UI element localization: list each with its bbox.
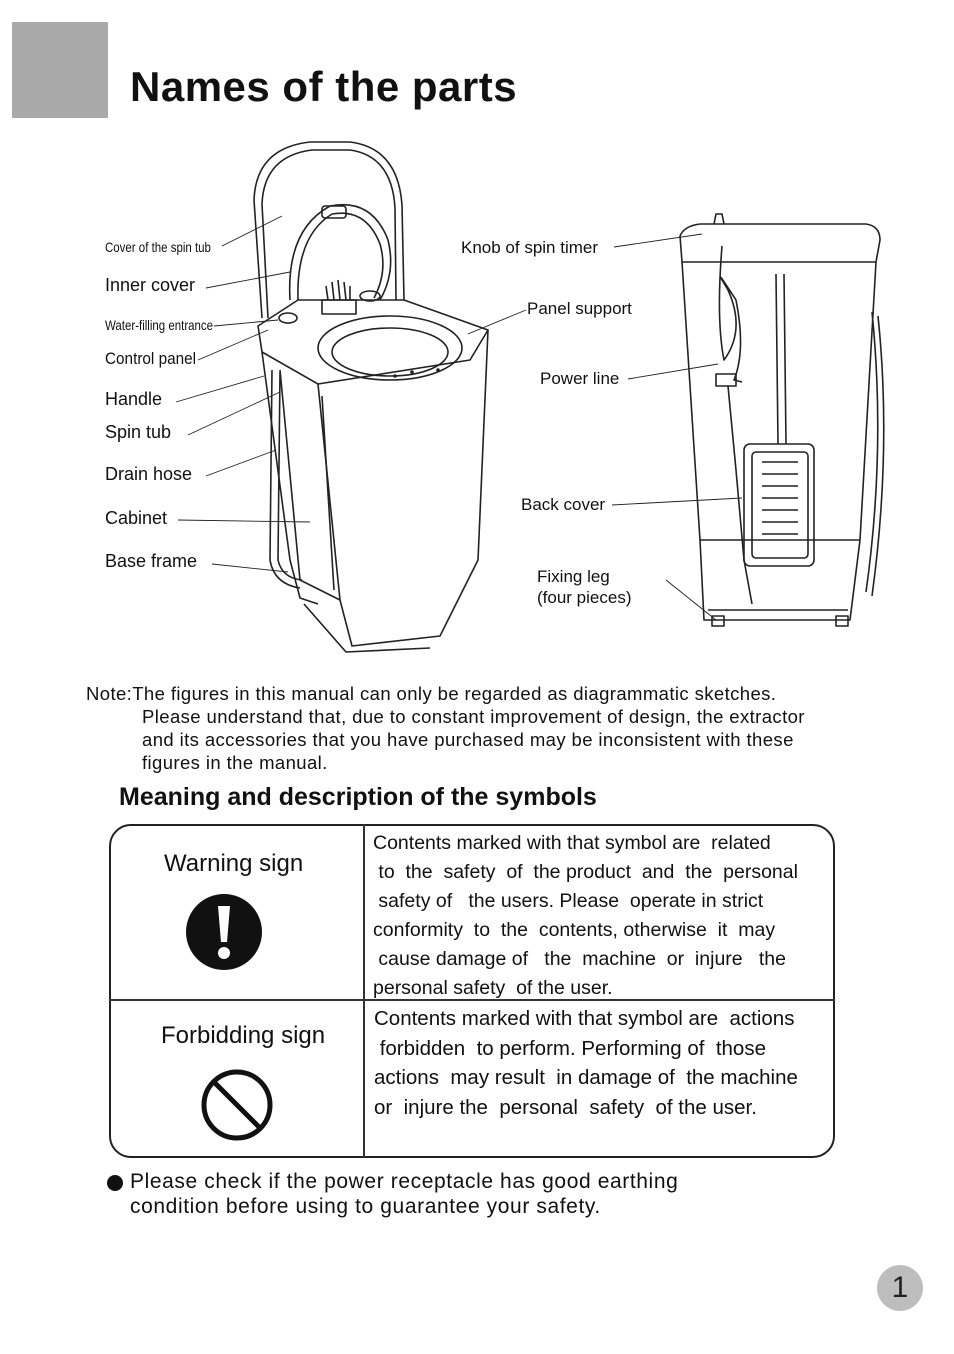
- label-control-panel: Control panel: [105, 349, 197, 368]
- label-cover-of-spin-tub: Cover of the spin tub: [105, 239, 211, 255]
- forbidding-description: [374, 1004, 798, 1122]
- symbols-section-title: Meaning and description of the symbols: [119, 783, 597, 811]
- note-line: and its accessories that you have purchased may be inconsistent with these: [142, 729, 794, 750]
- warning-desc-line: conformity to the contents, otherwise it may: [373, 919, 776, 941]
- label-knob-of-spin-timer: Knob of spin timer: [461, 238, 599, 257]
- label-spin-tub: Spin tub: [105, 422, 172, 442]
- warning-desc-line: personal safety of the user.: [373, 977, 613, 999]
- note-line: figures in the manual.: [142, 752, 328, 773]
- table-column-divider: [363, 824, 365, 1158]
- page-number: 1: [877, 1265, 923, 1311]
- forbidding-prohibition-icon: [200, 1066, 274, 1144]
- warning-description: [373, 829, 798, 1003]
- page-title: Names of the parts: [130, 63, 518, 110]
- warning-exclamation-icon: [184, 892, 264, 972]
- forbidding-desc-line: actions may result in damage of the machine: [374, 1066, 798, 1089]
- warning-desc-line: cause damage of the machine or injure the: [373, 948, 786, 970]
- note-line: Please understand that, due to constant improvement of design, the extractor: [142, 706, 805, 727]
- bullet-line: condition before using to guarantee your safety.: [130, 1195, 601, 1218]
- warning-sign-label: Warning sign: [164, 850, 304, 877]
- label-inner-cover: Inner cover: [105, 275, 196, 295]
- bullet-line: Please check if the power receptacle has good earthing: [130, 1170, 679, 1193]
- label-panel-support: Panel support: [527, 299, 632, 318]
- forbidding-desc-line: or injure the personal safety of the user.: [374, 1095, 757, 1119]
- note-line: Note:The figures in this manual can only be regarded as diagrammatic sketches.: [86, 683, 777, 704]
- bullet-icon: [107, 1175, 123, 1191]
- warning-desc-line: to the safety of the product and the personal: [373, 861, 798, 883]
- label-four-pieces: (four pieces): [537, 588, 632, 607]
- label-handle: Handle: [105, 389, 163, 409]
- warning-desc-line: safety of the users. Please operate in strict: [373, 890, 764, 912]
- safety-bullet-text: [130, 1169, 678, 1219]
- label-base-frame: Base frame: [105, 551, 198, 571]
- label-water-filling-entrance: Water-filling entrance: [105, 317, 214, 333]
- label-cabinet: Cabinet: [105, 508, 168, 528]
- warning-desc-line: Contents marked with that symbol are related: [373, 832, 771, 854]
- label-fixing-leg: Fixing leg: [537, 567, 610, 586]
- label-back-cover: Back cover: [521, 495, 606, 514]
- note-paragraph: [86, 682, 926, 774]
- forbidding-desc-line: Contents marked with that symbol are actions: [374, 1007, 795, 1030]
- forbidding-desc-line: forbidden to perform. Performing of those: [374, 1036, 766, 1060]
- label-drain-hose: Drain hose: [105, 464, 193, 484]
- forbidding-sign-label: Forbidding sign: [161, 1022, 326, 1049]
- label-power-line: Power line: [540, 369, 620, 388]
